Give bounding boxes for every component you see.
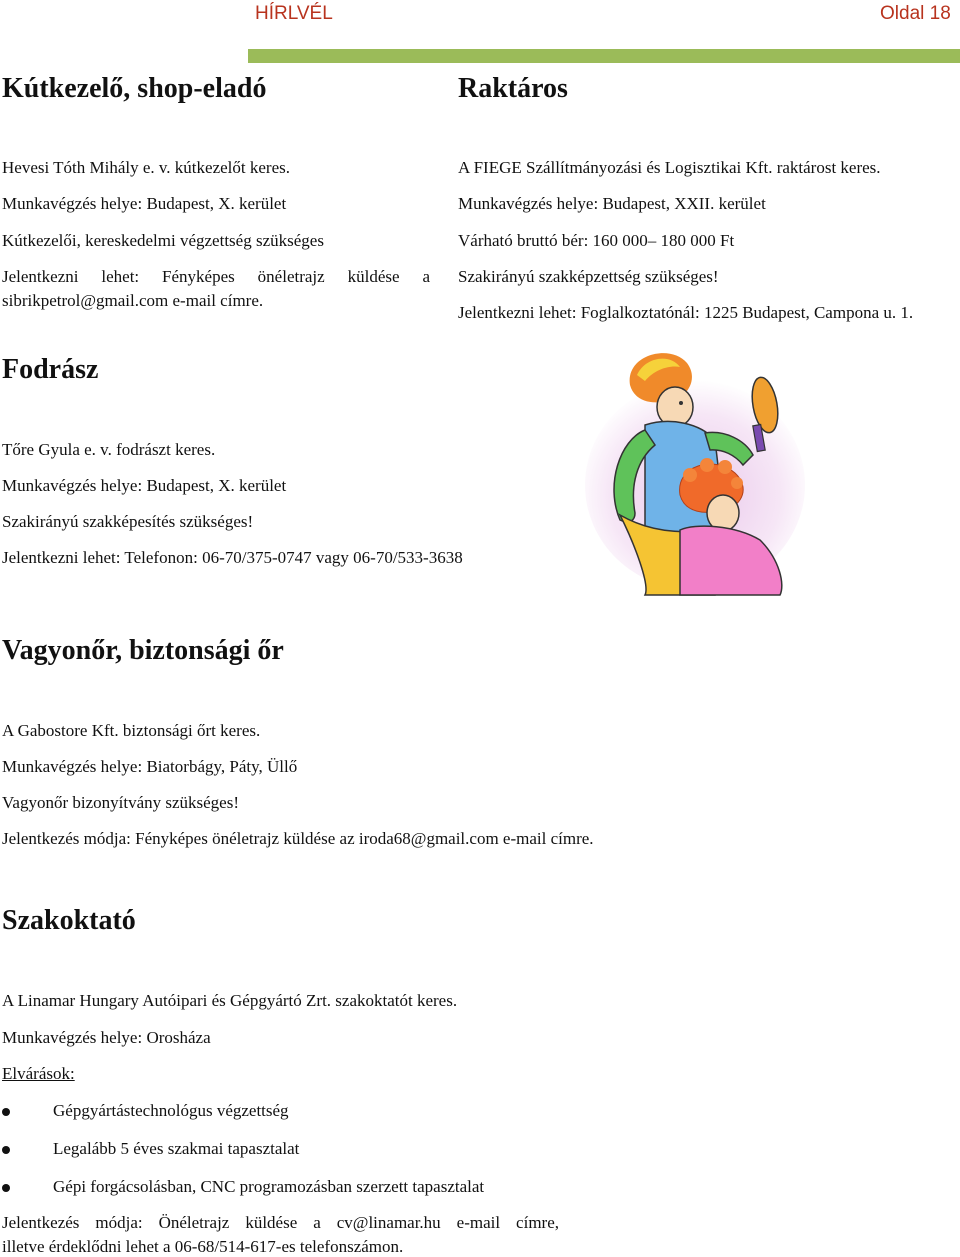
apply-word: Fényképes <box>162 267 235 286</box>
szakoktato-location: Munkavégzés helye: Orosháza <box>2 1028 211 1047</box>
raktaros-location: Munkavégzés helye: Budapest, XXII. kerület <box>458 194 766 213</box>
kutkezelo-apply-line <box>2 267 430 287</box>
raktaros-heading: Raktáros <box>458 73 568 104</box>
apply-word: a <box>422 267 430 286</box>
fodrasz-apply: Jelentkezni lehet: Telefonon: 06-70/375-0747 vagy 06-70/533-3638 <box>2 548 463 567</box>
kutkezelo-location: Munkavégzés helye: Budapest, X. kerület <box>2 194 287 213</box>
requirement-item: Gépgyártástechnológus végzettség <box>53 1101 289 1120</box>
kutkezelo-apply-email: sibrikpetrol@gmail.com e-mail címre. <box>2 291 264 310</box>
szakoktato-employer: A Linamar Hungary Autóipari és Gépgyártó Zrt. szakoktatót keres. <box>2 991 458 1010</box>
requirement-item: Legalább 5 éves szakmai tapasztalat <box>53 1139 300 1158</box>
kutkezelo-employer: Hevesi Tóth Mihály e. v. kútkezelőt keres. <box>2 158 290 177</box>
apply-word: cv@linamar.hu <box>336 1213 441 1232</box>
apply-word: módja: <box>95 1213 143 1232</box>
requirement-item: Gépi forgácsolásban, CNC programozásban szerzett tapasztalat <box>53 1177 485 1196</box>
vagyonor-heading: Vagyonőr, biztonsági őr <box>2 635 284 666</box>
raktaros-employer: A FIEGE Szállítmányozási és Logisztikai Kft. raktárost keres. <box>458 158 881 177</box>
kutkezelo-heading: Kútkezelő, shop-eladó <box>2 73 267 104</box>
apply-word: Jelentkezni <box>2 267 79 286</box>
apply-word: e-mail <box>456 1213 501 1232</box>
apply-word: a <box>313 1213 321 1232</box>
bullet-icon <box>2 1108 10 1116</box>
fodrasz-location: Munkavégzés helye: Budapest, X. kerület <box>2 476 287 495</box>
fodrasz-heading: Fodrász <box>2 354 99 385</box>
apply-word: önéletrajz <box>257 267 325 286</box>
fodrasz-requirement: Szakirányú szakképesítés szükséges! <box>2 512 254 531</box>
apply-word: Önéletrajz <box>158 1213 230 1232</box>
raktaros-requirement: Szakirányú szakképzettség szükséges! <box>458 267 719 286</box>
raktaros-salary: Várható bruttó bér: 160 000– 180 000 Ft <box>458 231 735 250</box>
kutkezelo-requirement: Kútkezelői, kereskedelmi végzettség szükséges <box>2 231 324 250</box>
apply-word: Jelentkezés <box>2 1213 80 1232</box>
page-number: Oldal 18 <box>880 3 951 24</box>
raktaros-apply: Jelentkezni lehet: Foglalkoztatónál: 1225 Budapest, Campona u. 1. <box>458 303 914 322</box>
bullet-icon <box>2 1146 10 1154</box>
fodrasz-employer: Tőre Gyula e. v. fodrászt keres. <box>2 440 216 459</box>
header-accent-bar <box>248 49 960 63</box>
szakoktato-apply-phone: illetve érdeklődni lehet a 06-68/514-617-es telefonszámon. <box>2 1237 404 1256</box>
vagyonor-employer: A Gabostore Kft. biztonsági őrt keres. <box>2 721 261 740</box>
vagyonor-location: Munkavégzés helye: Biatorbágy, Páty, Üllő <box>2 757 298 776</box>
hairdresser-illustration <box>575 345 805 600</box>
szakoktato-apply-line <box>2 1213 559 1233</box>
vagyonor-requirement: Vagyonőr bizonyítvány szükséges! <box>2 793 240 812</box>
vagyonor-apply: Jelentkezés módja: Fényképes önéletrajz küldése az iroda68@gmail.com e-mail címre. <box>2 829 594 848</box>
apply-word: címre, <box>516 1213 559 1232</box>
apply-word: lehet: <box>101 267 140 286</box>
apply-word: küldése <box>245 1213 298 1232</box>
bullet-icon <box>2 1184 10 1192</box>
requirements-label: Elvárások: <box>2 1064 75 1083</box>
apply-word: küldése <box>347 267 400 286</box>
szakoktato-heading: Szakoktató <box>2 905 136 936</box>
newsletter-title: HÍRLVÉL <box>255 3 333 24</box>
